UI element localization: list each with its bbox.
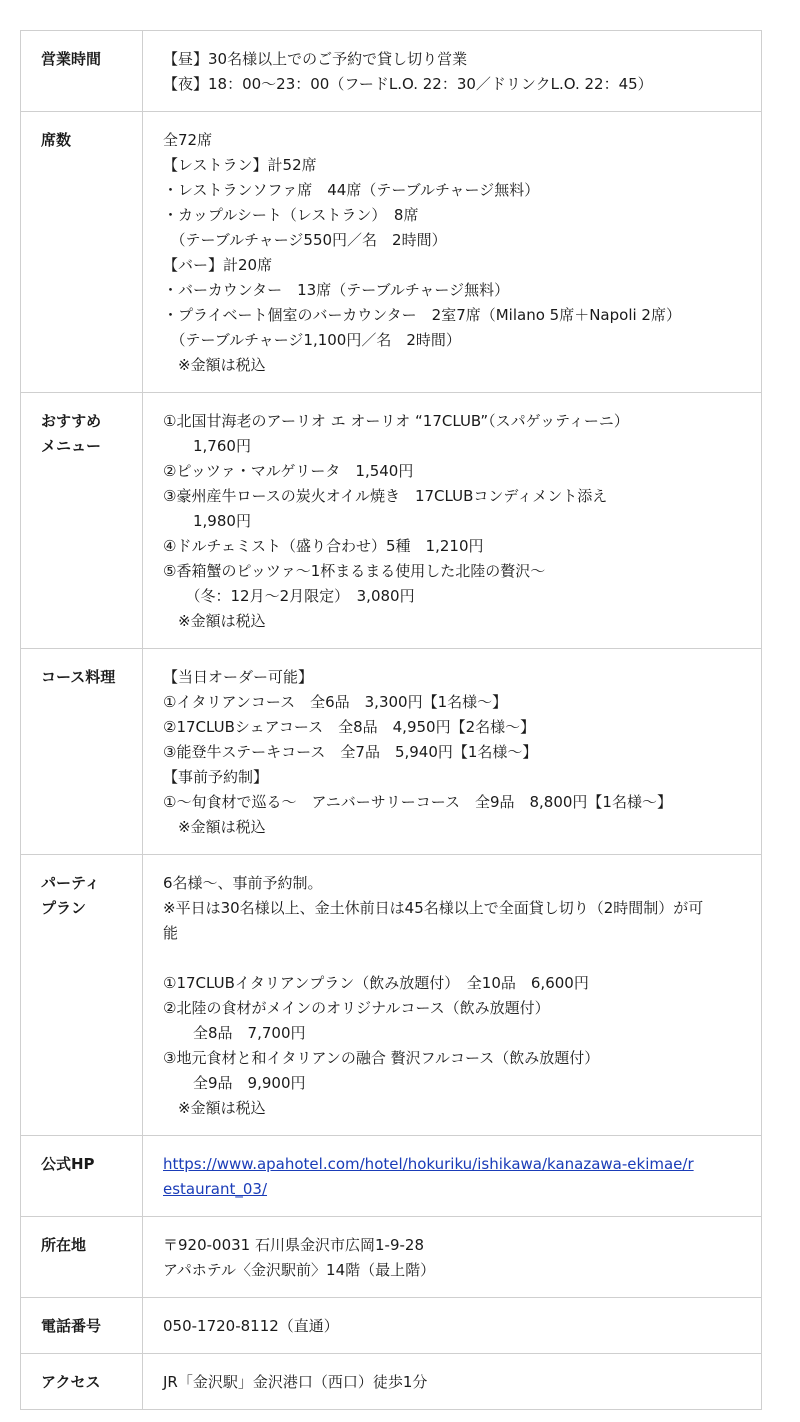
row-label: 営業時間 (21, 31, 143, 112)
row-value (143, 1354, 762, 1410)
value-line: 1,980円 (163, 512, 251, 530)
value-line: ・レストランソファ席 44席（テーブルチャージ無料） (163, 181, 540, 199)
row-value (143, 31, 762, 112)
value-line: 能 (163, 924, 179, 942)
value-line: ②北陸の食材がメインのオリジナルコース（飲み放題付） (163, 999, 550, 1017)
value-line: ②17CLUBシェアコース 全8品 4,950円【2名様〜】 (163, 718, 536, 736)
row-label: おすすめ メニュー (21, 393, 143, 649)
value-line: 全9品 9,900円 (163, 1074, 306, 1092)
value-line: 6名様〜、事前予約制。 (163, 874, 323, 892)
value-line: （テーブルチャージ550円／名 2時間） (163, 231, 447, 249)
row-value (143, 1136, 762, 1217)
link-line[interactable]: estaurant_03/ (163, 1180, 268, 1198)
row-label: アクセス (21, 1354, 143, 1410)
row-label: 席数 (21, 112, 143, 393)
table-row-access (21, 1354, 762, 1410)
value-line: 【夜】18：00〜23：00（フードL.O. 22：30／ドリンクL.O. 22：45） (163, 75, 653, 93)
value-line: アパホテル〈金沢駅前〉14階（最上階） (163, 1261, 436, 1279)
row-value (143, 1217, 762, 1298)
value-line: 全72席 (163, 131, 213, 149)
value-line: 【当日オーダー可能】 (163, 668, 314, 686)
value-line: 【レストラン】計52席 (163, 156, 317, 174)
table-row-hours (21, 31, 762, 112)
value-line: ※金額は税込 (163, 1099, 266, 1117)
value-line: JR「金沢駅」金沢港口（西口）徒歩1分 (163, 1373, 428, 1391)
value-line: ①北国甘海老のアーリオ エ オーリオ “17CLUB”（スパゲッティーニ） (163, 412, 629, 430)
value-line: ・バーカウンター 13席（テーブルチャージ無料） (163, 281, 510, 299)
row-label: コース料理 (21, 649, 143, 855)
value-line: ※金額は税込 (163, 356, 266, 374)
table-row-party-plan (21, 855, 762, 1136)
value-line: 050-1720-8112（直通） (163, 1317, 339, 1335)
value-line: ④ドルチェミスト（盛り合わせ）5種 1,210円 (163, 537, 484, 555)
value-line: ③豪州産牛ロースの炭火オイル焼き 17CLUBコンディメント添え (163, 487, 608, 505)
restaurant-info-table (20, 30, 762, 1410)
value-line: ②ピッツァ・マルゲリータ 1,540円 (163, 462, 414, 480)
value-line: 【事前予約制】 (163, 768, 269, 786)
row-value (143, 649, 762, 855)
value-line: ・プライベート個室のバーカウンター 2室7席（Milano 5席＋Napoli 2席） (163, 306, 681, 324)
row-value (143, 855, 762, 1136)
value-line: ⑤香箱蟹のピッツァ〜1杯まるまる使用した北陸の贅沢〜 (163, 562, 546, 580)
value-line: ①17CLUBイタリアンプラン（飲み放題付） 全10品 6,600円 (163, 974, 589, 992)
row-label: 電話番号 (21, 1298, 143, 1354)
value-line: （テーブルチャージ1,100円／名 2時間） (163, 331, 461, 349)
value-line: 1,760円 (163, 437, 251, 455)
table-row-seats (21, 112, 762, 393)
value-line: ①〜旬食材で巡る〜 アニバーサリーコース 全9品 8,800円【1名様〜】 (163, 793, 672, 811)
row-label: 公式HP (21, 1136, 143, 1217)
value-line: 【バー】計20席 (163, 256, 273, 274)
value-line: 【昼】30名様以上でのご予約で貸し切り営業 (163, 50, 468, 68)
value-line: ③能登牛ステーキコース 全7品 5,940円【1名様〜】 (163, 743, 538, 761)
value-line: ※金額は税込 (163, 612, 266, 630)
value-line: ※金額は税込 (163, 818, 266, 836)
value-line: ・カップルシート（レストラン） 8席 (163, 206, 419, 224)
row-label: 所在地 (21, 1217, 143, 1298)
value-line: 〒920-0031 石川県金沢市広岡1-9-28 (163, 1236, 424, 1254)
table-row-official-site (21, 1136, 762, 1217)
table-row-recommended-menu (21, 393, 762, 649)
value-line: ①イタリアンコース 全6品 3,300円【1名様〜】 (163, 693, 508, 711)
link-line[interactable]: https://www.apahotel.com/hotel/hokuriku/ishikawa/kanazawa-ekimae/r (163, 1155, 694, 1173)
table-row-phone (21, 1298, 762, 1354)
official-site-link[interactable] (163, 1152, 741, 1202)
table-row-address (21, 1217, 762, 1298)
value-line: 全8品 7,700円 (163, 1024, 306, 1042)
row-label: パーティ プラン (21, 855, 143, 1136)
value-line: ③地元食材と和イタリアンの融合 贅沢フルコース（飲み放題付） (163, 1049, 600, 1067)
table-row-course-menu (21, 649, 762, 855)
value-line: ※平日は30名様以上、金土休前日は45名様以上で全面貸し切り（2時間制）が可 (163, 899, 704, 917)
row-value (143, 1298, 762, 1354)
row-value (143, 393, 762, 649)
row-value (143, 112, 762, 393)
value-line: （冬：12月〜2月限定） 3,080円 (163, 587, 415, 605)
value-line (163, 946, 741, 971)
